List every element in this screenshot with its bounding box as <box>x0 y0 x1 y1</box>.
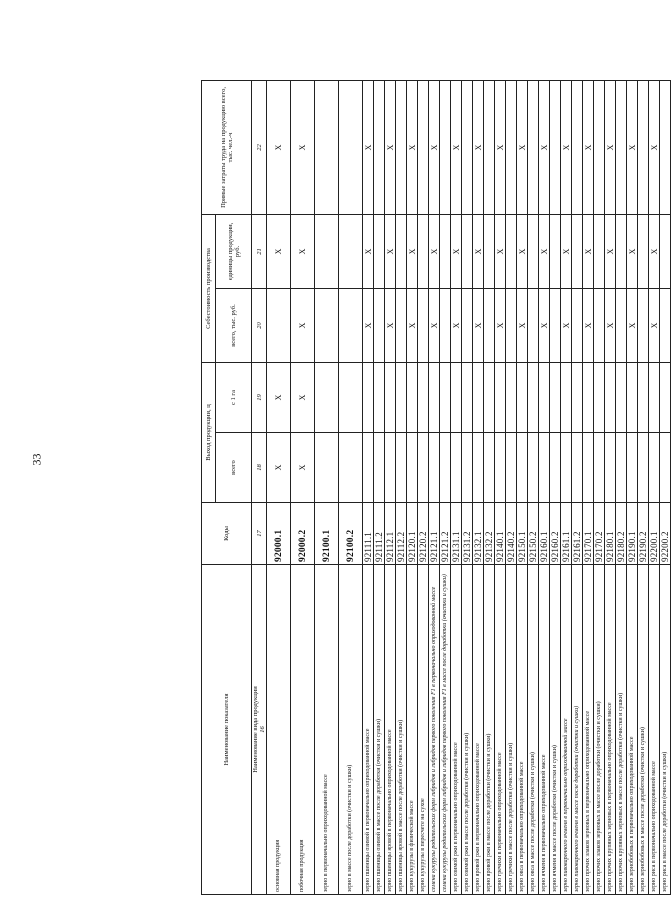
row-cell-c20: X <box>539 289 550 363</box>
page-number: 33 <box>29 453 44 466</box>
row-name: зерно прочих крупяных зерновых в первоначально оприходованной массе <box>605 565 616 895</box>
row-cell-c22 <box>550 80 561 214</box>
row-cell-c21: X <box>649 214 660 288</box>
row-code: 92160.1 <box>539 503 550 565</box>
row-cell-c22: X <box>473 80 484 214</box>
row-name: зерно гречихи в массе после доработки (очистки и сушки) <box>506 565 517 895</box>
row-cell-c20 <box>638 289 649 363</box>
row-cell-c18 <box>627 433 638 503</box>
row-cell-c18 <box>473 433 484 503</box>
row-name: семена кукурузы родительских форм гибридов и гибридов первого поколения F1 в массе после доработки (очистки и сушки) <box>440 565 451 895</box>
row-name: зерно кукурузы в физической массе <box>407 565 418 895</box>
table-row <box>594 80 605 894</box>
row-cell-c19 <box>396 363 407 433</box>
row-cell-c22: X <box>407 80 418 214</box>
table-row <box>267 80 291 894</box>
colnum-16-text: 16 <box>259 726 266 733</box>
row-cell-c21: X <box>407 214 418 288</box>
row-cell-c20: X <box>291 289 315 363</box>
row-cell-c19 <box>495 363 506 433</box>
row-cell-c20 <box>594 289 605 363</box>
row-name: зерно пшеницы яровой в массе после доработки (очистки и сушки) <box>396 565 407 895</box>
header-yield-per-ha: с 1 га <box>216 363 252 433</box>
row-cell-c20: X <box>363 289 374 363</box>
row-cell-c22 <box>572 80 583 214</box>
row-cell-c18 <box>583 433 594 503</box>
table-body <box>267 80 671 894</box>
header-group-title-text: Наименование показателя <box>223 693 230 766</box>
row-name: зерно озимой ржи в массе после доработки (очистки и сушки) <box>462 565 473 895</box>
row-code: 92100.2 <box>339 503 363 565</box>
row-name: зерно пшеницы озимой в первоначально оприходованной массе <box>363 565 374 895</box>
row-cell-c22 <box>418 80 429 214</box>
row-cell-c20 <box>374 289 385 363</box>
row-code: 92100.1 <box>315 503 339 565</box>
header-cost-product: единицы продукции, руб. <box>216 214 252 288</box>
row-code: 92190.2 <box>638 503 649 565</box>
table-row <box>539 80 550 894</box>
row-name: зерно зернобобовых в массе после доработки (очистки и сушки) <box>638 565 649 895</box>
row-cell-c22 <box>462 80 473 214</box>
row-code: 92000.1 <box>267 503 291 565</box>
row-cell-c19 <box>583 363 594 433</box>
row-name: зерно прочих крупяных зерновых в массе после доработки (очистки и сушки) <box>616 565 627 895</box>
row-cell-c20 <box>484 289 495 363</box>
row-cell-c22: X <box>583 80 594 214</box>
row-cell-c18 <box>495 433 506 503</box>
colnum-21: 21 <box>252 214 267 288</box>
row-cell-c20: X <box>649 289 660 363</box>
row-name: зерно ячменя в первоначально оприходованной массе <box>539 565 550 895</box>
header-cost-group: Себестоимость производства <box>202 214 216 362</box>
row-cell-c19 <box>528 363 539 433</box>
row-cell-c22: X <box>649 80 660 214</box>
table-row <box>396 80 407 894</box>
row-name: зерно кукурузы в пересчете на сухое <box>418 565 429 895</box>
row-cell-c19 <box>473 363 484 433</box>
row-code: 92000.2 <box>291 503 315 565</box>
row-cell-c22: X <box>429 80 440 214</box>
row-name: зерно в первоначально оприходованной массе <box>315 565 339 895</box>
row-code: 92131.2 <box>462 503 473 565</box>
row-cell-c22: X <box>495 80 506 214</box>
row-cell-c21 <box>660 214 671 288</box>
table-row <box>484 80 495 894</box>
row-cell-c21: X <box>291 214 315 288</box>
row-cell-c18 <box>385 433 396 503</box>
row-cell-c20: X <box>473 289 484 363</box>
row-cell-c22: X <box>539 80 550 214</box>
row-cell-c21: X <box>473 214 484 288</box>
row-cell-c20: X <box>583 289 594 363</box>
colnum-22: 22 <box>252 80 267 214</box>
row-cell-c22 <box>506 80 517 214</box>
row-cell-c22: X <box>561 80 572 214</box>
row-cell-c19 <box>407 363 418 433</box>
row-code: 92111.1 <box>363 503 374 565</box>
row-name: зерно риса в массе после доработки (очистки и сушки) <box>660 565 671 895</box>
row-cell-c22 <box>484 80 495 214</box>
row-cell-c19 <box>616 363 627 433</box>
row-cell-c18: X <box>291 433 315 503</box>
row-cell-c18 <box>363 433 374 503</box>
row-cell-c21 <box>315 214 339 288</box>
row-cell-c22 <box>594 80 605 214</box>
row-code: 92132.2 <box>484 503 495 565</box>
table-row <box>291 80 315 894</box>
row-cell-c19 <box>484 363 495 433</box>
row-cell-c22: X <box>385 80 396 214</box>
row-cell-c18 <box>649 433 660 503</box>
table-row <box>418 80 429 894</box>
colnum-18: 18 <box>252 433 267 503</box>
row-cell-c20: X <box>605 289 616 363</box>
row-name: основная продукция <box>267 565 291 895</box>
row-cell-c22: X <box>363 80 374 214</box>
row-code: 92120.1 <box>407 503 418 565</box>
table-row <box>462 80 473 894</box>
production-table <box>201 80 671 895</box>
row-cell-c22 <box>660 80 671 214</box>
row-cell-c21 <box>462 214 473 288</box>
row-cell-c22 <box>374 80 385 214</box>
row-cell-c21 <box>638 214 649 288</box>
row-code: 92131.1 <box>451 503 462 565</box>
row-name: зерно пшеницы яровой в первоначально оприходованной массе <box>385 565 396 895</box>
row-name: зерно яровой ржи в массе после доработки (очистки и сушки) <box>484 565 495 895</box>
row-cell-c18 <box>440 433 451 503</box>
table-row <box>627 80 638 894</box>
row-cell-c20 <box>396 289 407 363</box>
row-cell-c18 <box>462 433 473 503</box>
row-name: зерно овса в первоначально оприходованной массе <box>517 565 528 895</box>
row-cell-c18 <box>517 433 528 503</box>
row-name: зерно озимой ржи в первоначально оприходованной массе <box>451 565 462 895</box>
row-cell-c20: X <box>385 289 396 363</box>
row-cell-c21 <box>528 214 539 288</box>
row-cell-c22 <box>638 80 649 214</box>
row-cell-c18 <box>374 433 385 503</box>
row-code: 92150.1 <box>517 503 528 565</box>
colnum-19: 19 <box>252 363 267 433</box>
row-cell-c21: X <box>517 214 528 288</box>
row-cell-c22: X <box>451 80 462 214</box>
row-cell-c20 <box>528 289 539 363</box>
header-yield-total: всего <box>216 433 252 503</box>
row-cell-c21 <box>484 214 495 288</box>
table-row <box>561 80 572 894</box>
row-cell-c21: X <box>561 214 572 288</box>
table-row <box>550 80 561 894</box>
row-cell-c20: X <box>627 289 638 363</box>
colnum-17: 17 <box>252 503 267 565</box>
row-cell-c20 <box>418 289 429 363</box>
row-cell-c21: X <box>429 214 440 288</box>
row-cell-c22: X <box>627 80 638 214</box>
row-code: 92121.1 <box>429 503 440 565</box>
row-cell-c20 <box>339 289 363 363</box>
row-cell-c21 <box>616 214 627 288</box>
colnum-20: 20 <box>252 289 267 363</box>
table-row <box>429 80 440 894</box>
row-cell-c21: X <box>583 214 594 288</box>
table-row <box>385 80 396 894</box>
row-cell-c18 <box>506 433 517 503</box>
row-cell-c21: X <box>539 214 550 288</box>
table-row <box>638 80 649 894</box>
row-cell-c20: X <box>561 289 572 363</box>
row-cell-c19 <box>315 363 339 433</box>
row-cell-c21 <box>572 214 583 288</box>
row-cell-c20 <box>440 289 451 363</box>
row-code: 92180.2 <box>616 503 627 565</box>
row-cell-c18: X <box>267 433 291 503</box>
row-name: зерно пивоваренного ячменя в первоначально оприходованной массе <box>561 565 572 895</box>
rotated-table-wrapper <box>201 81 670 895</box>
row-code: 92170.2 <box>594 503 605 565</box>
row-cell-c18 <box>660 433 671 503</box>
header-group-title <box>202 565 252 895</box>
row-cell-c21 <box>440 214 451 288</box>
row-cell-c21: X <box>605 214 616 288</box>
table-row <box>528 80 539 894</box>
row-name: зерно пшеницы озимой в массе после доработки (очистки и сушки) <box>374 565 385 895</box>
row-cell-c19 <box>363 363 374 433</box>
row-cell-c20 <box>506 289 517 363</box>
row-cell-c19 <box>462 363 473 433</box>
row-cell-c20: X <box>451 289 462 363</box>
row-cell-c18 <box>616 433 627 503</box>
row-cell-c20 <box>616 289 627 363</box>
row-cell-c19 <box>561 363 572 433</box>
table-row <box>451 80 462 894</box>
row-code: 92120.2 <box>418 503 429 565</box>
row-cell-c22 <box>528 80 539 214</box>
row-code: 92150.2 <box>528 503 539 565</box>
row-name: зерно в массе после доработки (очистки и сушки) <box>339 565 363 895</box>
row-cell-c21 <box>594 214 605 288</box>
row-name: зерно овса в массе после доработки (очистки и сушки) <box>528 565 539 895</box>
table-row <box>506 80 517 894</box>
row-cell-c18 <box>528 433 539 503</box>
row-cell-c21 <box>396 214 407 288</box>
row-cell-c18 <box>638 433 649 503</box>
header-code: Коды <box>202 503 252 565</box>
row-name: зерно прочих злаков зерновых в массе после доработки (очистки и сушки) <box>594 565 605 895</box>
row-code: 92200.1 <box>649 503 660 565</box>
row-cell-c18 <box>429 433 440 503</box>
table-row <box>517 80 528 894</box>
row-name: зерно риса в первоначально оприходованной массе <box>649 565 660 895</box>
row-cell-c20: X <box>407 289 418 363</box>
row-code: 92140.1 <box>495 503 506 565</box>
row-code: 92180.1 <box>605 503 616 565</box>
header-yield-group: Выход продукции, ц <box>202 363 216 503</box>
row-cell-c21 <box>550 214 561 288</box>
table-row <box>660 80 671 894</box>
row-cell-c19 <box>374 363 385 433</box>
row-cell-c20: X <box>517 289 528 363</box>
row-code: 92112.2 <box>396 503 407 565</box>
table-row <box>374 80 385 894</box>
table-row <box>407 80 418 894</box>
row-cell-c22: X <box>605 80 616 214</box>
header-cost-total: всего, тыс. руб. <box>216 289 252 363</box>
row-cell-c19 <box>638 363 649 433</box>
table-row <box>616 80 627 894</box>
row-name: зерно яровой ржи в первоначально оприходованной массе <box>473 565 484 895</box>
row-cell-c22 <box>616 80 627 214</box>
table-row <box>339 80 363 894</box>
row-cell-c18 <box>550 433 561 503</box>
row-cell-c21: X <box>627 214 638 288</box>
table-row <box>315 80 339 894</box>
row-name: зерно пивоваренного ячменя в массе после доработки (очистки и сушки) <box>572 565 583 895</box>
row-cell-c19 <box>550 363 561 433</box>
row-cell-c18 <box>396 433 407 503</box>
row-cell-c19 <box>418 363 429 433</box>
row-cell-c19 <box>517 363 528 433</box>
colnum-16 <box>252 565 267 895</box>
row-cell-c21 <box>506 214 517 288</box>
row-cell-c19 <box>385 363 396 433</box>
row-cell-c22: X <box>291 80 315 214</box>
row-code: 92161.1 <box>561 503 572 565</box>
row-cell-c18 <box>451 433 462 503</box>
table-row <box>473 80 484 894</box>
row-cell-c19 <box>627 363 638 433</box>
row-cell-c19 <box>429 363 440 433</box>
row-cell-c19: X <box>291 363 315 433</box>
row-code: 92160.2 <box>550 503 561 565</box>
row-cell-c20 <box>315 289 339 363</box>
table-row <box>440 80 451 894</box>
table-row <box>572 80 583 894</box>
row-cell-c22 <box>396 80 407 214</box>
row-cell-c18 <box>561 433 572 503</box>
row-cell-c20: X <box>429 289 440 363</box>
row-code: 92161.2 <box>572 503 583 565</box>
row-code: 92132.1 <box>473 503 484 565</box>
row-cell-c18 <box>539 433 550 503</box>
table-row <box>649 80 660 894</box>
row-cell-c19 <box>339 363 363 433</box>
row-cell-c18 <box>339 433 363 503</box>
table-row <box>495 80 506 894</box>
row-name: зерно прочих злаков зерновых в первоначально оприходованной массе <box>583 565 594 895</box>
row-cell-c20: X <box>495 289 506 363</box>
row-cell-c21 <box>339 214 363 288</box>
row-code: 92170.1 <box>583 503 594 565</box>
row-cell-c21: X <box>495 214 506 288</box>
row-cell-c22 <box>440 80 451 214</box>
row-cell-c19 <box>649 363 660 433</box>
row-cell-c21: X <box>363 214 374 288</box>
row-name: зерно гречихи в первоначально оприходованной массе <box>495 565 506 895</box>
row-code: 92112.1 <box>385 503 396 565</box>
row-cell-c21: X <box>267 214 291 288</box>
row-code: 92121.2 <box>440 503 451 565</box>
row-cell-c19 <box>572 363 583 433</box>
row-cell-c19 <box>605 363 616 433</box>
row-cell-c20 <box>550 289 561 363</box>
row-cell-c20 <box>572 289 583 363</box>
row-cell-c19: X <box>267 363 291 433</box>
table-row <box>363 80 374 894</box>
header-labor: Прямые затраты труда на продукцию всего, тыс. чел.-ч <box>202 80 252 214</box>
row-cell-c19 <box>594 363 605 433</box>
row-cell-c18 <box>605 433 616 503</box>
row-cell-c18 <box>315 433 339 503</box>
row-cell-c21: X <box>385 214 396 288</box>
row-cell-c18 <box>484 433 495 503</box>
row-cell-c22: X <box>267 80 291 214</box>
row-cell-c21 <box>374 214 385 288</box>
row-cell-c22 <box>339 80 363 214</box>
row-cell-c20 <box>462 289 473 363</box>
row-cell-c18 <box>407 433 418 503</box>
row-cell-c19 <box>539 363 550 433</box>
row-name: зерно зернобобовых в первоначально оприходованной массе <box>627 565 638 895</box>
row-cell-c20 <box>267 289 291 363</box>
row-cell-c19 <box>506 363 517 433</box>
row-cell-c22 <box>315 80 339 214</box>
row-cell-c20 <box>660 289 671 363</box>
table-row <box>583 80 594 894</box>
row-code: 92200.2 <box>660 503 671 565</box>
row-name: зерно ячменя в массе после доработки (очистки и сушки) <box>550 565 561 895</box>
row-cell-c18 <box>594 433 605 503</box>
row-cell-c19 <box>440 363 451 433</box>
row-name: побочная продукция <box>291 565 315 895</box>
table-row <box>605 80 616 894</box>
row-cell-c19 <box>660 363 671 433</box>
name-col-label: Наименование вида продукции <box>252 686 259 773</box>
row-cell-c18 <box>418 433 429 503</box>
row-cell-c21 <box>418 214 429 288</box>
row-cell-c19 <box>451 363 462 433</box>
row-name: семена кукурузы родительских форм гибридов и гибридов первого поколения F1 в первоначально оприходованной массе <box>429 565 440 895</box>
row-code: 92111.2 <box>374 503 385 565</box>
row-cell-c22: X <box>517 80 528 214</box>
row-code: 92140.2 <box>506 503 517 565</box>
row-cell-c18 <box>572 433 583 503</box>
row-cell-c21: X <box>451 214 462 288</box>
row-code: 92190.1 <box>627 503 638 565</box>
